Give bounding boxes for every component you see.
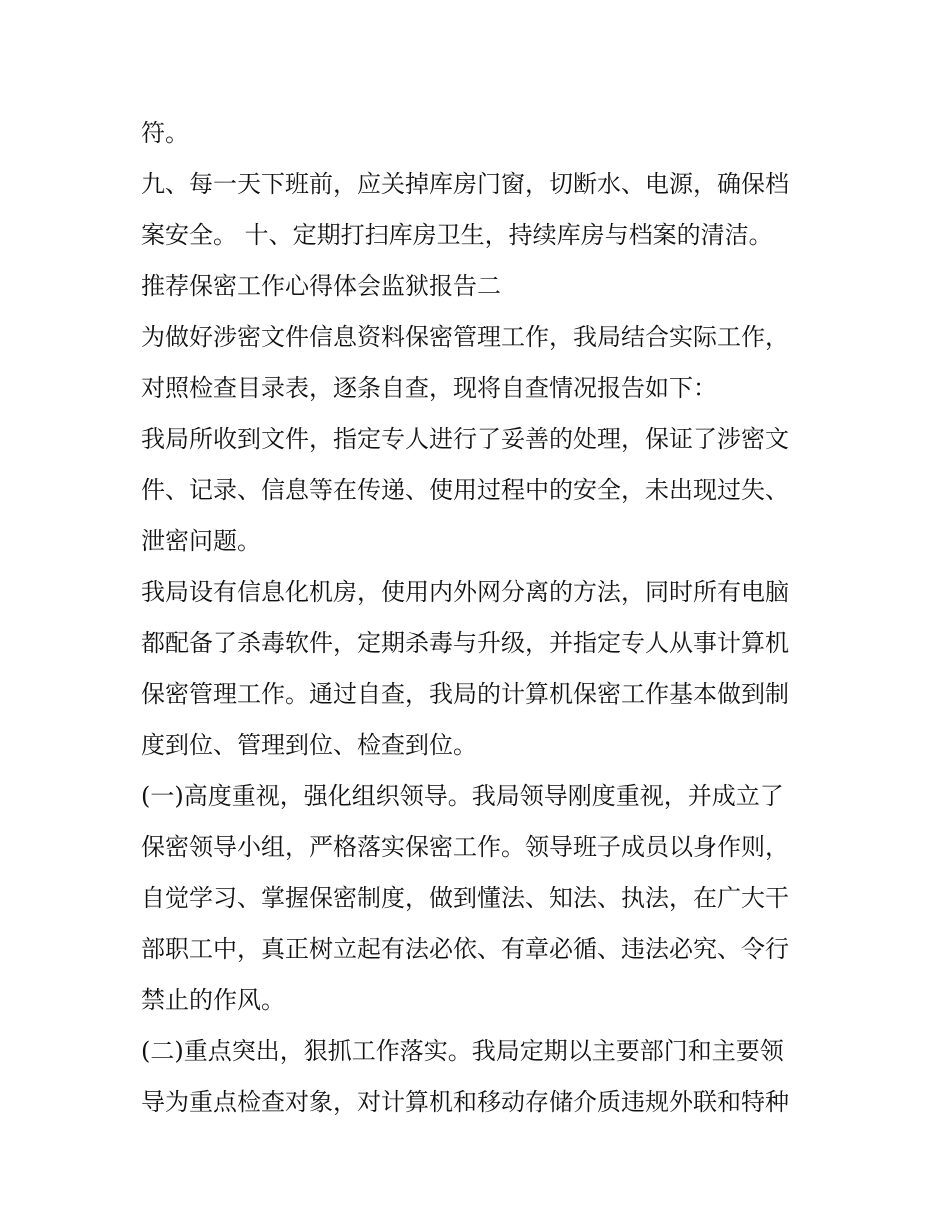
document-body xyxy=(141,108,831,1128)
text-line: 泄密问题。 xyxy=(141,527,261,555)
section-heading: 推荐保密工作心得体会监狱报告二 xyxy=(141,272,501,300)
text-line: 我局所收到文件，指定专人进行了妥善的处理，保证了涉密文 xyxy=(141,425,789,453)
text-line: 都配备了杀毒软件，定期杀毒与升级，并指定专人从事计算机 xyxy=(141,629,789,657)
text-line: 导为重点检查对象，对计算机和移动存储介质违规外联和特种 xyxy=(141,1088,789,1116)
text-line: 我局设有信息化机房，使用内外网分离的方法，同时所有电脑 xyxy=(141,578,789,606)
text-line: (一)高度重视，强化组织领导。我局领导刚度重视，并成立了 xyxy=(141,782,784,810)
text-line: 对照检查目录表，逐条自查，现将自查情况报告如下： xyxy=(141,374,717,402)
text-line: 九、每一天下班前，应关掉库房门窗，切断水、电源，确保档 xyxy=(141,170,789,198)
text-line: 为做好涉密文件信息资料保密管理工作，我局结合实际工作， xyxy=(141,323,789,351)
text-line: 符。 xyxy=(141,119,189,147)
text-line: 自觉学习、掌握保密制度，做到懂法、知法、执法，在广大干 xyxy=(141,884,789,912)
text-line: 案安全。 十、定期打扫库房卫生，持续库房与档案的清洁。 xyxy=(141,221,773,249)
text-line: 件、记录、信息等在传递、使用过程中的安全，未出现过失、 xyxy=(141,476,789,504)
text-line: 部职工中，真正树立起有法必依、有章必循、违法必究、令行 xyxy=(141,935,789,963)
text-line: 度到位、管理到位、检查到位。 xyxy=(141,731,477,759)
text-line: 禁止的作风。 xyxy=(141,986,285,1014)
text-line: 保密领导小组，严格落实保密工作。领导班子成员以身作则， xyxy=(141,833,789,861)
text-line: 保密管理工作。通过自查，我局的计算机保密工作基本做到制 xyxy=(141,680,789,708)
text-line: (二)重点突出，狠抓工作落实。我局定期以主要部门和主要领 xyxy=(141,1037,784,1065)
